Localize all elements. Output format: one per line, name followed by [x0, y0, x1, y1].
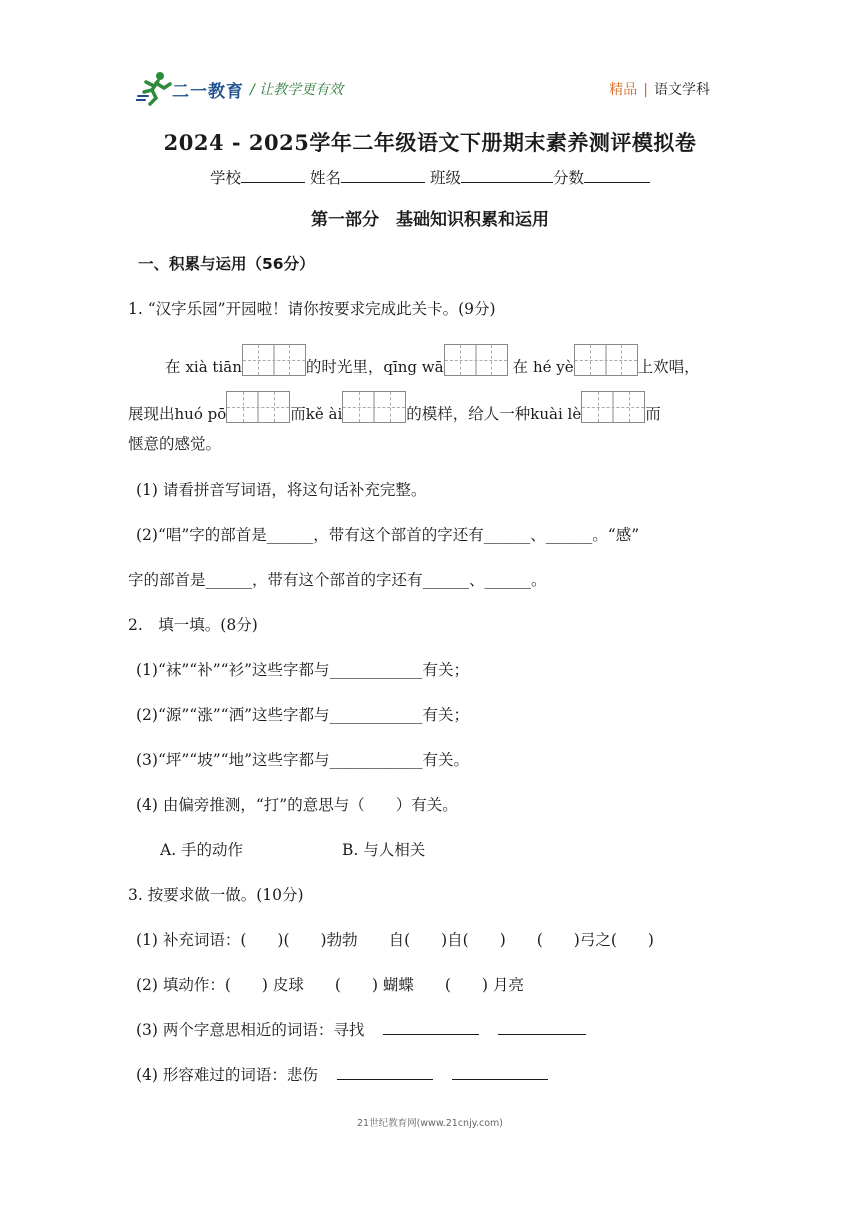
- answer-blank[interactable]: [452, 1065, 548, 1080]
- pinyin: kě ài: [305, 405, 343, 423]
- q1-title: 1. “汉字乐园”开园啦！请你按要求完成此关卡。(9分): [128, 300, 496, 318]
- writing-grid[interactable]: [581, 391, 645, 423]
- q1-sentence-line3: 惬意的感觉。: [128, 435, 222, 453]
- q3-title: 3. 按要求做一做。(10分): [128, 886, 304, 904]
- q1-sub1: (1) 请看拼音写词语，将这句话补充完整。: [136, 481, 427, 499]
- school-blank[interactable]: [241, 167, 305, 183]
- q3-item3: [136, 1018, 586, 1040]
- q3-item4-text: (4) 形容难过的词语：悲伤: [136, 1066, 318, 1084]
- tag-separator: |: [643, 82, 648, 98]
- text: 而: [290, 405, 306, 423]
- tag-subject: 语文学科: [654, 82, 710, 98]
- q2-title: 2. 填一填。(8分): [128, 616, 258, 634]
- q2-item2: (2)“源”“涨”“洒”这些字都与____________有关；: [136, 706, 470, 724]
- q2-item1: (1)“袜”“补”“衫”这些字都与____________有关；: [136, 661, 470, 679]
- runner-logo-icon: [136, 70, 176, 106]
- pinyin: hé yè: [532, 358, 574, 376]
- brand-name: 二一教育: [172, 82, 244, 102]
- label-class: 班级: [429, 169, 461, 187]
- writing-grid[interactable]: [226, 391, 290, 423]
- name-blank[interactable]: [341, 167, 425, 183]
- q3-item4: [136, 1063, 548, 1085]
- page-title: 2024 - 2025学年二年级语文下册期末素养测评模拟卷: [163, 130, 697, 155]
- q1-sentence-line2: [128, 391, 661, 424]
- label-score: 分数: [552, 169, 584, 187]
- score-blank[interactable]: [584, 167, 650, 183]
- tag-quality: 精品: [609, 82, 638, 98]
- q3-item2: (2) 填动作：( ) 皮球 ( ) 蝴蝶 ( ) 月亮: [136, 976, 524, 994]
- text: 上欢唱，: [637, 358, 700, 376]
- header-tags: [609, 79, 710, 99]
- q2-item4: (4) 由偏旁推测，“打”的意思与（ ）有关。: [136, 796, 458, 814]
- writing-grid[interactable]: [242, 344, 306, 376]
- brand-slogan: / 让教学更有效: [250, 82, 344, 98]
- q1-sub2-line2: 字的部首是______，带有这个部首的字还有______、______。: [128, 571, 547, 589]
- class-blank[interactable]: [461, 167, 553, 183]
- label-name: 姓名: [309, 169, 341, 187]
- q3-item3-text: (3) 两个字意思相近的词语：寻找: [136, 1021, 365, 1039]
- pinyin: huó pō: [174, 405, 227, 423]
- text: 在: [165, 358, 181, 376]
- answer-blank[interactable]: [498, 1020, 586, 1035]
- answer-blank[interactable]: [383, 1020, 479, 1035]
- q1-sentence-line1: [165, 344, 700, 377]
- pinyin: xià tiān: [185, 358, 242, 376]
- part-title: 第一部分 基础知识积累和运用: [311, 210, 549, 230]
- pinyin: kuài lè: [530, 405, 582, 423]
- pinyin: qīng wā: [383, 358, 444, 376]
- q2-option-b: B. 与人相关: [342, 841, 426, 859]
- q2-option-a: A. 手的动作: [160, 841, 244, 859]
- text: 展现出: [128, 405, 175, 423]
- section-heading: 一、积累与运用（56分）: [138, 255, 315, 273]
- writing-grid[interactable]: [342, 391, 406, 423]
- q3-item1: (1) 补充词语：( )( )勃勃 自( )自( ) ( )弓之( ): [136, 931, 654, 949]
- text: 而: [645, 405, 661, 423]
- label-school: 学校: [210, 169, 242, 187]
- q1-sub2-line1: (2)“唱”字的部首是______，带有这个部首的字还有______、______。“感”: [136, 526, 640, 544]
- answer-blank[interactable]: [337, 1065, 433, 1080]
- q2-item3: (3)“坪”“坡”“地”这些字都与____________有关。: [136, 751, 470, 769]
- text: 的模样，给人一种: [406, 405, 531, 423]
- logo: [136, 70, 176, 106]
- text: 在: [512, 358, 529, 376]
- writing-grid[interactable]: [444, 344, 508, 376]
- student-info: [0, 166, 860, 188]
- writing-grid[interactable]: [574, 344, 638, 376]
- footer-credit: 21世纪教育网(www.21cnjy.com): [356, 1118, 503, 1129]
- text: 的时光里，: [305, 358, 384, 376]
